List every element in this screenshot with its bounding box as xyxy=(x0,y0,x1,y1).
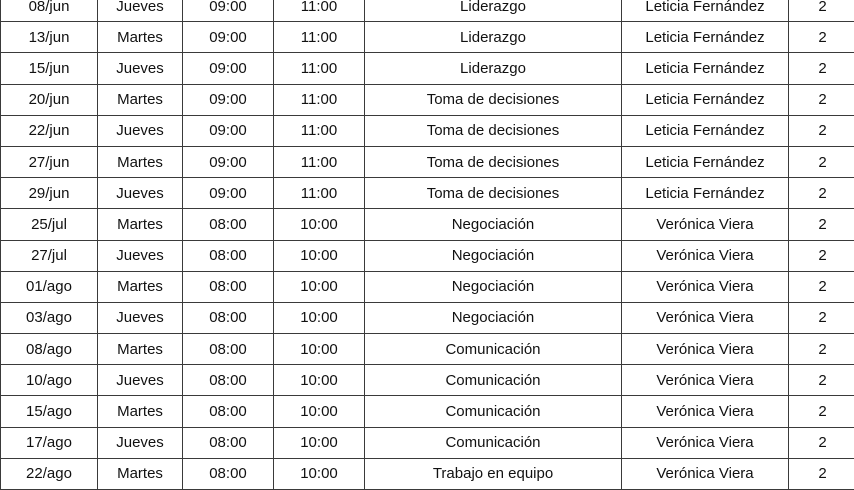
start-time-cell: 08:00 xyxy=(183,334,274,365)
table-row xyxy=(1,0,854,22)
instructor-cell: Leticia Fernández xyxy=(622,0,789,22)
hours-cell: 2 xyxy=(789,302,854,333)
schedule-table-body xyxy=(1,0,854,490)
table-row xyxy=(1,53,854,84)
date-cell: 29/jun xyxy=(1,178,98,209)
instructor-cell: Verónica Viera xyxy=(622,334,789,365)
hours-cell: 2 xyxy=(789,146,854,177)
table-row xyxy=(1,84,854,115)
hours-cell: 2 xyxy=(789,53,854,84)
end-time-cell: 10:00 xyxy=(274,396,365,427)
weekday-cell: Jueves xyxy=(98,240,183,271)
end-time-cell: 11:00 xyxy=(274,0,365,22)
instructor-cell: Leticia Fernández xyxy=(622,84,789,115)
weekday-cell: Jueves xyxy=(98,302,183,333)
date-cell: 08/ago xyxy=(1,334,98,365)
topic-cell: Negociación xyxy=(365,271,622,302)
topic-cell: Comunicación xyxy=(365,396,622,427)
topic-cell: Toma de decisiones xyxy=(365,146,622,177)
hours-cell: 2 xyxy=(789,115,854,146)
instructor-cell: Verónica Viera xyxy=(622,427,789,458)
start-time-cell: 09:00 xyxy=(183,115,274,146)
start-time-cell: 08:00 xyxy=(183,365,274,396)
hours-cell: 2 xyxy=(789,178,854,209)
date-cell: 13/jun xyxy=(1,22,98,53)
table-row xyxy=(1,146,854,177)
hours-cell: 2 xyxy=(789,365,854,396)
topic-cell: Liderazgo xyxy=(365,53,622,84)
table-row xyxy=(1,178,854,209)
hours-cell: 2 xyxy=(789,240,854,271)
end-time-cell: 10:00 xyxy=(274,271,365,302)
hours-cell: 2 xyxy=(789,0,854,22)
instructor-cell: Leticia Fernández xyxy=(622,53,789,84)
hours-cell: 2 xyxy=(789,334,854,365)
date-cell: 22/ago xyxy=(1,458,98,489)
weekday-cell: Martes xyxy=(98,146,183,177)
topic-cell: Toma de decisiones xyxy=(365,178,622,209)
instructor-cell: Verónica Viera xyxy=(622,365,789,396)
date-cell: 01/ago xyxy=(1,271,98,302)
table-row xyxy=(1,115,854,146)
instructor-cell: Leticia Fernández xyxy=(622,22,789,53)
topic-cell: Trabajo en equipo xyxy=(365,458,622,489)
topic-cell: Liderazgo xyxy=(365,22,622,53)
start-time-cell: 08:00 xyxy=(183,209,274,240)
topic-cell: Comunicación xyxy=(365,334,622,365)
weekday-cell: Jueves xyxy=(98,178,183,209)
instructor-cell: Verónica Viera xyxy=(622,209,789,240)
topic-cell: Liderazgo xyxy=(365,0,622,22)
weekday-cell: Jueves xyxy=(98,115,183,146)
table-row xyxy=(1,22,854,53)
end-time-cell: 11:00 xyxy=(274,146,365,177)
start-time-cell: 08:00 xyxy=(183,302,274,333)
date-cell: 20/jun xyxy=(1,84,98,115)
topic-cell: Negociación xyxy=(365,240,622,271)
hours-cell: 2 xyxy=(789,396,854,427)
table-row xyxy=(1,458,854,489)
table-row xyxy=(1,427,854,458)
end-time-cell: 11:00 xyxy=(274,115,365,146)
hours-cell: 2 xyxy=(789,84,854,115)
weekday-cell: Jueves xyxy=(98,427,183,458)
weekday-cell: Martes xyxy=(98,458,183,489)
weekday-cell: Martes xyxy=(98,22,183,53)
start-time-cell: 09:00 xyxy=(183,84,274,115)
start-time-cell: 09:00 xyxy=(183,22,274,53)
weekday-cell: Martes xyxy=(98,84,183,115)
table-row xyxy=(1,302,854,333)
table-row xyxy=(1,334,854,365)
end-time-cell: 10:00 xyxy=(274,458,365,489)
start-time-cell: 08:00 xyxy=(183,427,274,458)
table-row xyxy=(1,365,854,396)
hours-cell: 2 xyxy=(789,209,854,240)
start-time-cell: 08:00 xyxy=(183,396,274,427)
start-time-cell: 09:00 xyxy=(183,0,274,22)
hours-cell: 2 xyxy=(789,458,854,489)
end-time-cell: 10:00 xyxy=(274,302,365,333)
end-time-cell: 10:00 xyxy=(274,427,365,458)
end-time-cell: 10:00 xyxy=(274,209,365,240)
hours-cell: 2 xyxy=(789,22,854,53)
start-time-cell: 09:00 xyxy=(183,146,274,177)
topic-cell: Comunicación xyxy=(365,427,622,458)
weekday-cell: Martes xyxy=(98,209,183,240)
start-time-cell: 08:00 xyxy=(183,240,274,271)
start-time-cell: 08:00 xyxy=(183,271,274,302)
date-cell: 03/ago xyxy=(1,302,98,333)
date-cell: 17/ago xyxy=(1,427,98,458)
instructor-cell: Leticia Fernández xyxy=(622,115,789,146)
end-time-cell: 10:00 xyxy=(274,240,365,271)
end-time-cell: 11:00 xyxy=(274,84,365,115)
topic-cell: Comunicación xyxy=(365,365,622,396)
topic-cell: Negociación xyxy=(365,302,622,333)
topic-cell: Toma de decisiones xyxy=(365,115,622,146)
end-time-cell: 10:00 xyxy=(274,365,365,396)
weekday-cell: Martes xyxy=(98,334,183,365)
date-cell: 15/ago xyxy=(1,396,98,427)
weekday-cell: Jueves xyxy=(98,53,183,84)
end-time-cell: 10:00 xyxy=(274,334,365,365)
table-row xyxy=(1,209,854,240)
start-time-cell: 08:00 xyxy=(183,458,274,489)
instructor-cell: Leticia Fernández xyxy=(622,178,789,209)
instructor-cell: Verónica Viera xyxy=(622,240,789,271)
table-row xyxy=(1,271,854,302)
end-time-cell: 11:00 xyxy=(274,22,365,53)
instructor-cell: Verónica Viera xyxy=(622,458,789,489)
hours-cell: 2 xyxy=(789,427,854,458)
start-time-cell: 09:00 xyxy=(183,53,274,84)
date-cell: 08/jun xyxy=(1,0,98,22)
topic-cell: Negociación xyxy=(365,209,622,240)
end-time-cell: 11:00 xyxy=(274,53,365,84)
date-cell: 15/jun xyxy=(1,53,98,84)
end-time-cell: 11:00 xyxy=(274,178,365,209)
weekday-cell: Martes xyxy=(98,271,183,302)
start-time-cell: 09:00 xyxy=(183,178,274,209)
topic-cell: Toma de decisiones xyxy=(365,84,622,115)
date-cell: 25/jul xyxy=(1,209,98,240)
date-cell: 27/jun xyxy=(1,146,98,177)
instructor-cell: Verónica Viera xyxy=(622,302,789,333)
instructor-cell: Verónica Viera xyxy=(622,271,789,302)
instructor-cell: Leticia Fernández xyxy=(622,146,789,177)
table-row xyxy=(1,240,854,271)
date-cell: 10/ago xyxy=(1,365,98,396)
table-row xyxy=(1,396,854,427)
date-cell: 27/jul xyxy=(1,240,98,271)
date-cell: 22/jun xyxy=(1,115,98,146)
weekday-cell: Jueves xyxy=(98,0,183,22)
instructor-cell: Verónica Viera xyxy=(622,396,789,427)
weekday-cell: Martes xyxy=(98,396,183,427)
weekday-cell: Jueves xyxy=(98,365,183,396)
hours-cell: 2 xyxy=(789,271,854,302)
